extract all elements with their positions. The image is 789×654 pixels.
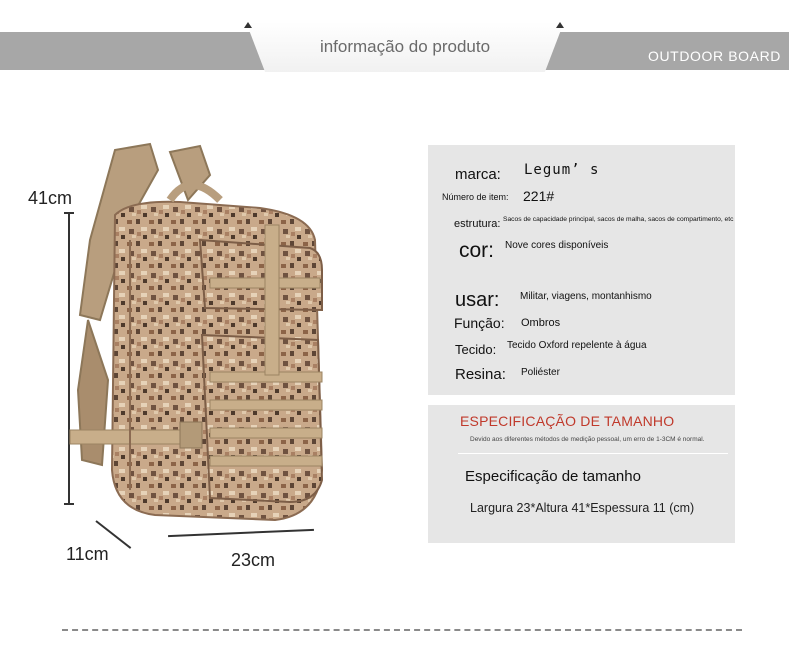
- fabric-label: Tecido:: [455, 342, 497, 357]
- use-value: Militar, viagens, montanhismo: [520, 291, 652, 302]
- structure-value: Sacos de capacidade principal, sacos de malha, sacos de compartimento, etc: [503, 216, 734, 223]
- tab-corner-left: [244, 22, 252, 28]
- structure-label: estrutura:: [454, 218, 501, 230]
- depth-label: 11cm: [66, 544, 109, 564]
- use-label: usar:: [455, 289, 500, 311]
- function-label: Função:: [454, 315, 505, 331]
- size-spec-subheading: Especificação de tamanho: [465, 468, 641, 485]
- product-info-panel: [428, 145, 735, 395]
- brand-tag: OUTDOOR BOARD: [647, 48, 781, 64]
- backpack-image: [60, 130, 350, 530]
- brand-value: Legum’ s: [524, 162, 600, 178]
- size-spec-panel: [428, 401, 735, 543]
- width-label: 23cm: [231, 550, 276, 570]
- bottom-dashed-divider: [62, 629, 742, 631]
- panel-top-rule: [428, 401, 735, 405]
- item-number-value: 221#: [523, 188, 555, 204]
- item-number-label: Número de item:: [442, 192, 509, 202]
- size-spec-value: Largura 23*Altura 41*Espessura 11 (cm): [470, 501, 695, 515]
- function-value: Ombros: [521, 317, 561, 329]
- page-title: informação do produto: [319, 37, 491, 56]
- fabric-value: Tecido Oxford repelente à água: [507, 340, 647, 351]
- size-spec-divider: [458, 453, 728, 454]
- brand-label: marca:: [455, 166, 501, 183]
- resin-label: Resina:: [455, 366, 506, 383]
- size-spec-note: Devido aos diferentes métodos de medição pessoal, um erro de 1-3CM é normal.: [470, 436, 705, 443]
- height-label: 41cm: [28, 188, 73, 208]
- size-spec-heading: ESPECIFICAÇÃO DE TAMANHO: [460, 413, 675, 429]
- color-value: Nove cores disponíveis: [505, 240, 609, 251]
- resin-value: Poliéster: [521, 367, 560, 378]
- color-label: cor:: [459, 239, 495, 262]
- width-guide-line: [168, 529, 314, 537]
- tab-corner-right: [556, 22, 564, 28]
